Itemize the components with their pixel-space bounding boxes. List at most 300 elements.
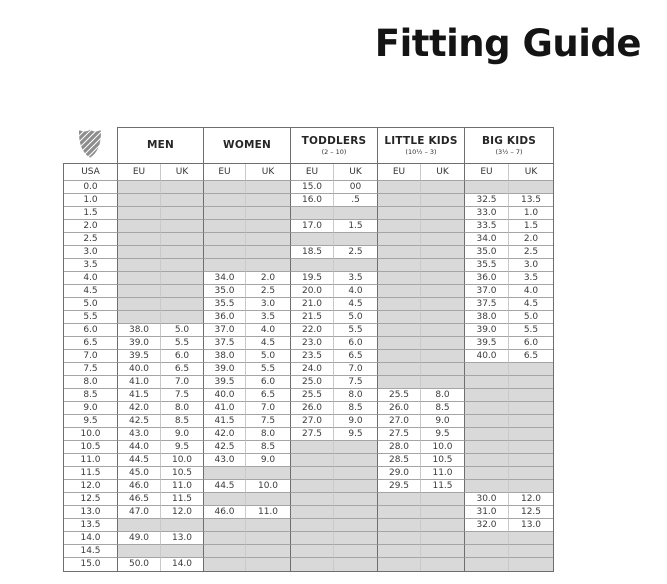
size-cell: 23.0 <box>291 337 334 350</box>
size-cell <box>161 259 204 272</box>
size-cell: 41.0 <box>204 402 246 415</box>
size-cell: 26.0 <box>291 402 334 415</box>
size-cell <box>118 181 161 194</box>
size-cell: 27.0 <box>291 415 334 428</box>
size-row <box>64 311 553 324</box>
size-cell <box>334 506 378 519</box>
size-cell: 39.0 <box>204 363 246 376</box>
size-cell <box>378 220 421 233</box>
group-header-toddlers <box>290 127 377 163</box>
size-cell: 5.5 <box>246 363 291 376</box>
group-header-little-kids <box>377 127 464 163</box>
group-header-men <box>117 127 203 163</box>
size-cell <box>161 220 204 233</box>
usa-size-cell: 1.5 <box>64 207 118 220</box>
size-cell <box>118 246 161 259</box>
size-cell: 8.5 <box>421 402 465 415</box>
size-cell <box>204 259 246 272</box>
size-cell <box>118 272 161 285</box>
size-cell <box>204 545 246 558</box>
size-cell: 43.0 <box>118 428 161 441</box>
size-cell <box>509 181 553 194</box>
size-cell: 38.0 <box>204 350 246 363</box>
size-cell: 11.5 <box>421 480 465 493</box>
size-row <box>64 272 553 285</box>
size-cell <box>291 545 334 558</box>
size-cell: 13.0 <box>509 519 553 532</box>
size-cell <box>378 519 421 532</box>
column-header-cell: EU <box>291 164 334 181</box>
size-cell: 8.0 <box>246 428 291 441</box>
size-cell <box>465 181 509 194</box>
size-cell <box>334 493 378 506</box>
column-header-cell: UK <box>421 164 465 181</box>
size-cell: 23.5 <box>291 350 334 363</box>
size-cell <box>378 558 421 571</box>
size-cell <box>421 285 465 298</box>
size-row <box>64 324 553 337</box>
size-cell <box>118 545 161 558</box>
size-row <box>64 441 553 454</box>
size-cell <box>378 246 421 259</box>
size-cell <box>378 194 421 207</box>
size-cell <box>291 454 334 467</box>
size-row <box>64 493 553 506</box>
size-row <box>64 194 553 207</box>
column-header-cell: EU <box>204 164 246 181</box>
size-cell <box>204 467 246 480</box>
usa-size-cell: 13.5 <box>64 519 118 532</box>
size-cell <box>421 532 465 545</box>
size-cell <box>509 441 553 454</box>
size-cell <box>378 376 421 389</box>
size-cell <box>291 441 334 454</box>
size-cell: 9.0 <box>246 454 291 467</box>
size-cell <box>421 207 465 220</box>
size-cell <box>246 207 291 220</box>
size-cell: 21.0 <box>291 298 334 311</box>
size-cell: 1.5 <box>509 220 553 233</box>
column-header-cell: EU <box>465 164 509 181</box>
size-cell <box>509 376 553 389</box>
size-cell <box>334 259 378 272</box>
size-cell: 42.5 <box>118 415 161 428</box>
size-cell <box>334 454 378 467</box>
size-cell: 28.5 <box>378 454 421 467</box>
size-cell <box>421 545 465 558</box>
size-cell: 34.0 <box>465 233 509 246</box>
size-cell <box>378 272 421 285</box>
size-cell <box>246 246 291 259</box>
size-cell <box>378 207 421 220</box>
size-cell: 37.0 <box>465 285 509 298</box>
size-cell: 16.0 <box>291 194 334 207</box>
size-cell: 5.5 <box>161 337 204 350</box>
size-cell: 32.5 <box>465 194 509 207</box>
size-cell: 47.0 <box>118 506 161 519</box>
size-cell: 39.5 <box>204 376 246 389</box>
size-cell <box>118 259 161 272</box>
group-label-men: MEN <box>146 139 174 151</box>
size-cell <box>246 194 291 207</box>
size-cell <box>421 363 465 376</box>
group-label-toddlers: TODDLERS <box>301 134 367 147</box>
size-cell: 1.5 <box>334 220 378 233</box>
size-cell: 13.5 <box>509 194 553 207</box>
size-cell: 22.0 <box>291 324 334 337</box>
size-cell <box>378 493 421 506</box>
size-cell <box>204 519 246 532</box>
size-cell: 2.0 <box>246 272 291 285</box>
size-cell: 5.5 <box>334 324 378 337</box>
usa-size-cell: 12.5 <box>64 493 118 506</box>
size-cell: 26.0 <box>378 402 421 415</box>
size-cell <box>118 220 161 233</box>
size-cell: 8.0 <box>421 389 465 402</box>
size-cell <box>465 389 509 402</box>
size-cell <box>118 194 161 207</box>
size-cell: 6.5 <box>509 350 553 363</box>
size-cell: 6.0 <box>161 350 204 363</box>
size-cell: 44.5 <box>204 480 246 493</box>
size-cell <box>509 558 553 571</box>
size-cell: 11.0 <box>246 506 291 519</box>
size-cell <box>465 545 509 558</box>
size-cell: 10.0 <box>246 480 291 493</box>
size-cell <box>465 467 509 480</box>
size-cell: 39.5 <box>465 337 509 350</box>
size-cell <box>118 311 161 324</box>
size-cell: 8.5 <box>334 402 378 415</box>
usa-size-cell: 6.0 <box>64 324 118 337</box>
size-cell <box>204 558 246 571</box>
size-cell: 2.5 <box>334 246 378 259</box>
size-cell <box>334 467 378 480</box>
size-cell <box>161 519 204 532</box>
group-sub-toddlers: (2 – 10) <box>321 147 347 156</box>
size-cell: 9.5 <box>161 441 204 454</box>
size-cell: 42.0 <box>204 428 246 441</box>
size-cell <box>509 545 553 558</box>
size-cell: 35.0 <box>465 246 509 259</box>
size-cell <box>118 233 161 246</box>
size-cell: 39.0 <box>465 324 509 337</box>
size-cell <box>291 480 334 493</box>
size-cell <box>378 298 421 311</box>
size-cell: 4.5 <box>509 298 553 311</box>
size-cell <box>509 467 553 480</box>
size-row <box>64 532 553 545</box>
size-cell: 18.5 <box>291 246 334 259</box>
size-cell: 6.0 <box>246 376 291 389</box>
usa-size-cell: 12.0 <box>64 480 118 493</box>
group-sub-little-kids: (10½ – 3) <box>405 147 437 156</box>
size-cell: 5.0 <box>161 324 204 337</box>
size-cell: 43.0 <box>204 454 246 467</box>
size-row <box>64 558 553 571</box>
size-cell <box>246 558 291 571</box>
usa-size-cell: 10.0 <box>64 428 118 441</box>
size-cell <box>204 207 246 220</box>
size-cell: 41.5 <box>204 415 246 428</box>
size-cell: 41.5 <box>118 389 161 402</box>
size-cell: 35.0 <box>204 285 246 298</box>
usa-size-cell: 9.0 <box>64 402 118 415</box>
size-cell <box>334 558 378 571</box>
size-cell: 8.5 <box>161 415 204 428</box>
size-cell: 11.0 <box>161 480 204 493</box>
size-cell: 38.0 <box>118 324 161 337</box>
size-cell: 9.0 <box>421 415 465 428</box>
size-cell <box>118 298 161 311</box>
usa-size-cell: 0.0 <box>64 181 118 194</box>
size-cell: 3.0 <box>246 298 291 311</box>
size-cell <box>378 233 421 246</box>
size-cell <box>334 233 378 246</box>
size-row <box>64 246 553 259</box>
size-cell <box>246 220 291 233</box>
size-cell: 40.0 <box>465 350 509 363</box>
size-cell: 5.0 <box>509 311 553 324</box>
size-cell: 19.5 <box>291 272 334 285</box>
column-header-cell: EU <box>118 164 161 181</box>
size-cell <box>421 311 465 324</box>
size-cell: 49.0 <box>118 532 161 545</box>
size-cell: 11.0 <box>421 467 465 480</box>
size-cell <box>421 506 465 519</box>
size-cell: 7.5 <box>334 376 378 389</box>
size-row <box>64 506 553 519</box>
size-cell <box>204 181 246 194</box>
size-cell <box>246 467 291 480</box>
usa-size-cell: 14.0 <box>64 532 118 545</box>
size-cell <box>334 441 378 454</box>
size-cell: 15.0 <box>291 181 334 194</box>
size-cell <box>421 259 465 272</box>
column-header-row <box>64 164 553 181</box>
size-cell: 4.0 <box>334 285 378 298</box>
size-cell: 34.0 <box>204 272 246 285</box>
size-cell: 33.0 <box>465 207 509 220</box>
size-cell <box>421 519 465 532</box>
size-cell <box>161 207 204 220</box>
size-cell: 8.0 <box>334 389 378 402</box>
usa-size-cell: 8.5 <box>64 389 118 402</box>
column-header-cell: UK <box>246 164 291 181</box>
column-header-cell: USA <box>64 164 118 181</box>
size-cell <box>509 415 553 428</box>
size-cell: 3.5 <box>509 272 553 285</box>
size-cell: 12.0 <box>161 506 204 519</box>
size-cell <box>161 181 204 194</box>
size-cell: 2.0 <box>509 233 553 246</box>
size-cell <box>246 493 291 506</box>
size-cell <box>161 285 204 298</box>
column-header-cell: UK <box>334 164 378 181</box>
size-cell <box>291 493 334 506</box>
column-header-cell: UK <box>161 164 204 181</box>
group-label-women: WOMEN <box>223 139 271 151</box>
size-cell: 21.5 <box>291 311 334 324</box>
size-cell <box>465 415 509 428</box>
size-cell: 11.5 <box>161 493 204 506</box>
size-cell: 14.0 <box>161 558 204 571</box>
size-cell <box>204 532 246 545</box>
size-cell: 8.5 <box>246 441 291 454</box>
size-row <box>64 389 553 402</box>
size-cell <box>421 376 465 389</box>
group-header-women <box>203 127 290 163</box>
size-cell: 24.0 <box>291 363 334 376</box>
size-cell <box>291 467 334 480</box>
size-cell <box>378 545 421 558</box>
size-cell <box>421 233 465 246</box>
size-cell <box>291 506 334 519</box>
size-cell: 31.0 <box>465 506 509 519</box>
size-cell: 8.0 <box>161 402 204 415</box>
size-cell: 33.5 <box>465 220 509 233</box>
size-cell <box>161 233 204 246</box>
size-row <box>64 519 553 532</box>
size-cell: 45.0 <box>118 467 161 480</box>
size-cell: 3.0 <box>509 259 553 272</box>
size-row <box>64 415 553 428</box>
size-cell <box>509 428 553 441</box>
size-cell <box>421 337 465 350</box>
size-cell: 37.5 <box>465 298 509 311</box>
size-cell <box>378 532 421 545</box>
size-cell <box>378 324 421 337</box>
size-cell: 40.0 <box>118 363 161 376</box>
size-row <box>64 402 553 415</box>
size-cell <box>421 272 465 285</box>
size-cell: 25.5 <box>291 389 334 402</box>
usa-size-cell: 2.5 <box>64 233 118 246</box>
size-cell: 20.0 <box>291 285 334 298</box>
size-cell: 10.0 <box>421 441 465 454</box>
size-cell: 37.0 <box>204 324 246 337</box>
size-row <box>64 337 553 350</box>
size-cell <box>421 493 465 506</box>
usa-size-cell: 4.5 <box>64 285 118 298</box>
size-cell <box>378 506 421 519</box>
column-header-cell: UK <box>509 164 553 181</box>
size-cell: 44.5 <box>118 454 161 467</box>
usa-size-cell: 1.0 <box>64 194 118 207</box>
size-cell <box>161 246 204 259</box>
size-cell: 4.5 <box>246 337 291 350</box>
size-cell: 27.5 <box>378 428 421 441</box>
usa-size-cell: 4.0 <box>64 272 118 285</box>
size-cell: 27.5 <box>291 428 334 441</box>
size-cell <box>291 207 334 220</box>
usa-size-cell: 13.0 <box>64 506 118 519</box>
size-row <box>64 376 553 389</box>
size-cell <box>204 246 246 259</box>
usa-size-cell: 11.0 <box>64 454 118 467</box>
size-cell <box>465 441 509 454</box>
size-cell: 7.5 <box>161 389 204 402</box>
size-cell <box>378 285 421 298</box>
table-header-band <box>63 127 554 163</box>
size-cell: 7.0 <box>246 402 291 415</box>
size-cell: 29.5 <box>378 480 421 493</box>
size-row <box>64 298 553 311</box>
size-row <box>64 363 553 376</box>
size-cell: 25.5 <box>378 389 421 402</box>
usa-size-cell: 9.5 <box>64 415 118 428</box>
size-cell <box>509 402 553 415</box>
size-cell <box>161 194 204 207</box>
usa-size-cell: 10.5 <box>64 441 118 454</box>
size-cell: 37.5 <box>204 337 246 350</box>
size-cell <box>378 181 421 194</box>
size-grid <box>63 163 554 572</box>
size-cell: 9.0 <box>161 428 204 441</box>
size-cell <box>291 519 334 532</box>
size-cell: 46.0 <box>204 506 246 519</box>
size-cell <box>465 480 509 493</box>
size-cell: 17.0 <box>291 220 334 233</box>
size-cell <box>291 558 334 571</box>
size-cell <box>161 545 204 558</box>
size-cell <box>204 194 246 207</box>
size-cell: 27.0 <box>378 415 421 428</box>
size-cell <box>465 376 509 389</box>
size-cell: 4.0 <box>246 324 291 337</box>
size-row <box>64 207 553 220</box>
group-label-little-kids: LITTLE KIDS <box>384 134 458 147</box>
size-cell <box>421 220 465 233</box>
usa-size-cell: 3.5 <box>64 259 118 272</box>
size-cell <box>118 519 161 532</box>
size-cell <box>509 480 553 493</box>
size-cell: 41.0 <box>118 376 161 389</box>
size-cell <box>465 402 509 415</box>
size-cell: 4.5 <box>334 298 378 311</box>
size-cell <box>509 389 553 402</box>
fitting-guide-table <box>63 127 554 572</box>
size-cell: 50.0 <box>118 558 161 571</box>
size-cell <box>334 545 378 558</box>
usa-size-cell: 5.0 <box>64 298 118 311</box>
size-cell <box>334 532 378 545</box>
size-cell <box>246 233 291 246</box>
size-cell: 6.0 <box>509 337 553 350</box>
size-cell <box>378 363 421 376</box>
size-cell: 6.5 <box>334 350 378 363</box>
size-row <box>64 545 553 558</box>
size-cell: 2.5 <box>246 285 291 298</box>
size-cell <box>378 350 421 363</box>
size-cell <box>421 324 465 337</box>
size-cell: 35.5 <box>465 259 509 272</box>
usa-size-cell: 15.0 <box>64 558 118 571</box>
size-cell: 42.5 <box>204 441 246 454</box>
size-cell <box>118 207 161 220</box>
size-cell <box>421 181 465 194</box>
size-cell <box>421 194 465 207</box>
size-cell <box>204 233 246 246</box>
size-cell <box>465 532 509 545</box>
size-cell: 7.0 <box>334 363 378 376</box>
usa-size-cell: 11.5 <box>64 467 118 480</box>
size-cell <box>246 181 291 194</box>
usa-size-cell: 8.0 <box>64 376 118 389</box>
size-cell <box>246 259 291 272</box>
group-label-big-kids: BIG KIDS <box>481 134 537 147</box>
size-cell <box>204 220 246 233</box>
